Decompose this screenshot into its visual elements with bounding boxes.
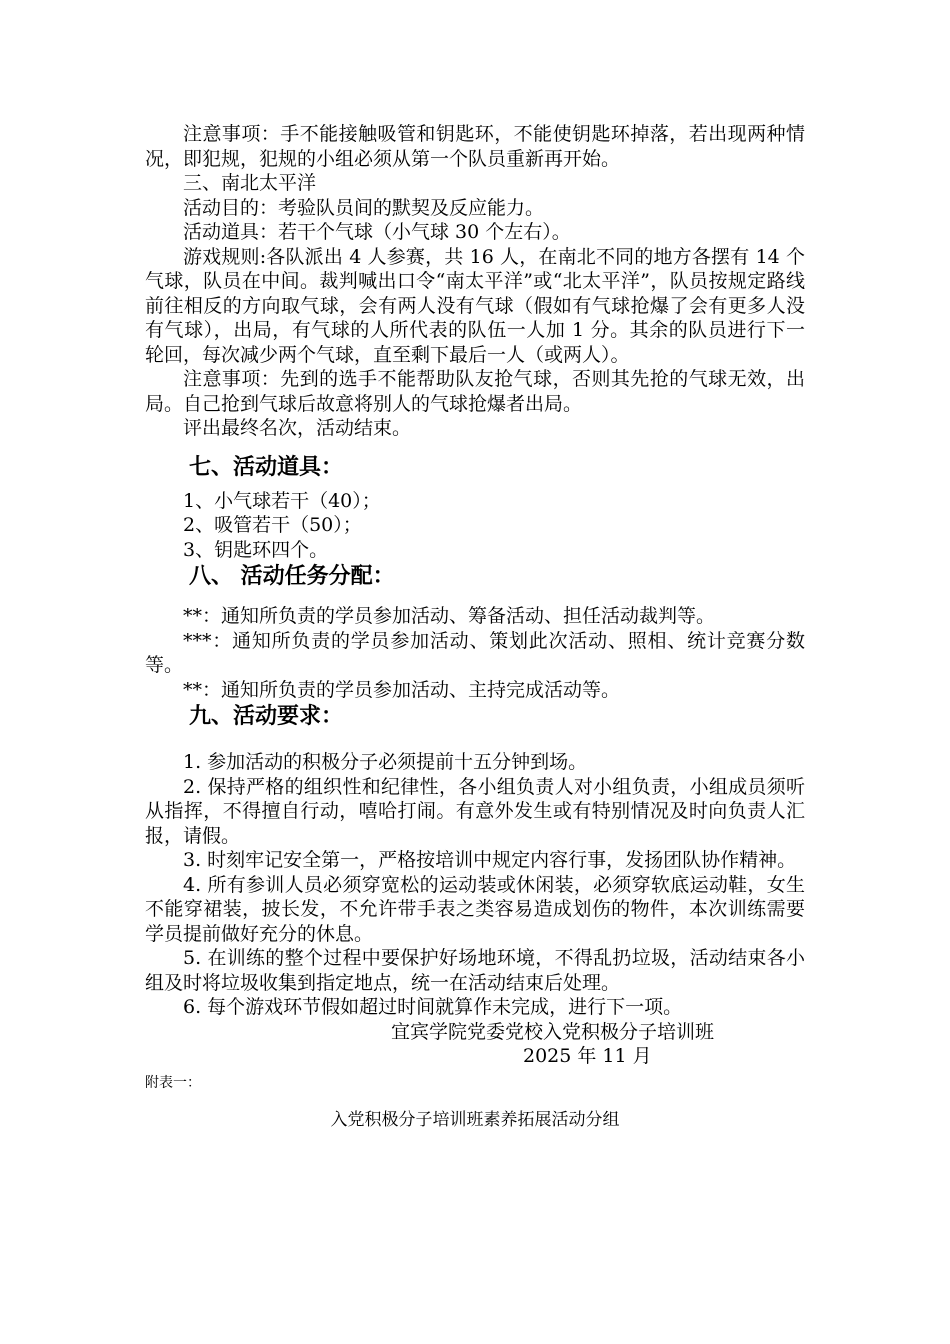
props-item-2: 2、吸管若干（50）；: [183, 514, 362, 536]
section-heading-tasks: 八、 活动任务分配：: [189, 564, 395, 589]
signature-date: 2025 年 11 月: [523, 1045, 652, 1067]
appendix-label: 附表一：: [145, 1074, 201, 1091]
game3-title: 三、南北太平洋: [183, 172, 317, 194]
section-heading-props: 七、活动道具：: [189, 454, 344, 480]
requirement-item-3: 3. 时刻牢记安全第一，严格按培训中规定内容行事，发扬团队协作精神。: [183, 849, 797, 871]
game3-rules: 游戏规则:各队派出 4 人参赛，共 16 人，在南北不同的地方各摆有 14 个气球，队员在中间。裁判喊出口令“南太平洋”或“北太平洋”，队员按规定路线前往相反的方向取气球，会有两人没有气球（假如有气球抢爆了会有更多人没有气球），出局，有气球的人所代表的队伍一人加 1 分。其余的队员进行下一轮回，每次减少两个气球，直至剩下最后一人（或两人）。: [145, 245, 805, 366]
game3-note: 注意事项：先到的选手不能帮助队友抢气球，否则其先抢的气球无效，出局。自己抢到气球后故意将别人的气球抢爆者出局。: [145, 368, 805, 415]
requirement-item-5: 5. 在训练的整个过程中要保护好场地环境，不得乱扔垃圾，活动结束各小组及时将垃圾收集到指定地点，统一在活动结束后处理。: [145, 947, 805, 994]
game2-note: 注意事项：手不能接触吸管和钥匙环，不能使钥匙环掉落，若出现两种情况，即犯规，犯规的小组必须从第一个队员重新再开始。: [145, 123, 805, 170]
appendix-table-title: 入党积极分子培训班素养拓展活动分组: [330, 1109, 620, 1130]
props-item-3: 3、钥匙环四个。: [183, 538, 329, 561]
requirement-item-1: 1. 参加活动的积极分子必须提前十五分钟到场。: [183, 751, 588, 773]
requirement-item-6: 6. 每个游戏环节假如超过时间就算作未完成，进行下一项。: [183, 996, 683, 1018]
signature-organization: 宜宾学院党委党校入党积极分子培训班: [391, 1020, 715, 1043]
task-item-2: ***：通知所负责的学员参加活动、策划此次活动、照相、统计竞赛分数等。: [145, 629, 805, 676]
task-item-1: **：通知所负责的学员参加活动、筹备活动、担任活动裁判等。: [183, 605, 716, 627]
section-heading-requirements: 九、活动要求：: [189, 704, 344, 729]
game3-purpose: 活动目的：考验队员间的默契及反应能力。: [183, 196, 545, 219]
task-item-3: **：通知所负责的学员参加活动、主持完成活动等。: [183, 678, 621, 701]
game3-props: 活动道具：若干个气球（小气球 30 个左右）。: [183, 221, 571, 243]
requirement-item-2: 2. 保持严格的组织性和纪律性，各小组负责人对小组负责，小组成员须听从指挥，不得擅自行动，嘻哈打闹。有意外发生或有特别情况及时向负责人汇报，请假。: [145, 775, 805, 847]
requirement-item-4: 4. 所有参训人员必须穿宽松的运动装或休闲装，必须穿软底运动鞋，女生不能穿裙装，披长发，不允许带手表之类容易造成划伤的物件，本次训练需要学员提前做好充分的休息。: [145, 873, 805, 945]
game3-ending: 评出最终名次，活动结束。: [183, 417, 412, 439]
props-item-1: 1、小气球若干（40）；: [183, 489, 381, 512]
document-body: [145, 122, 805, 1131]
